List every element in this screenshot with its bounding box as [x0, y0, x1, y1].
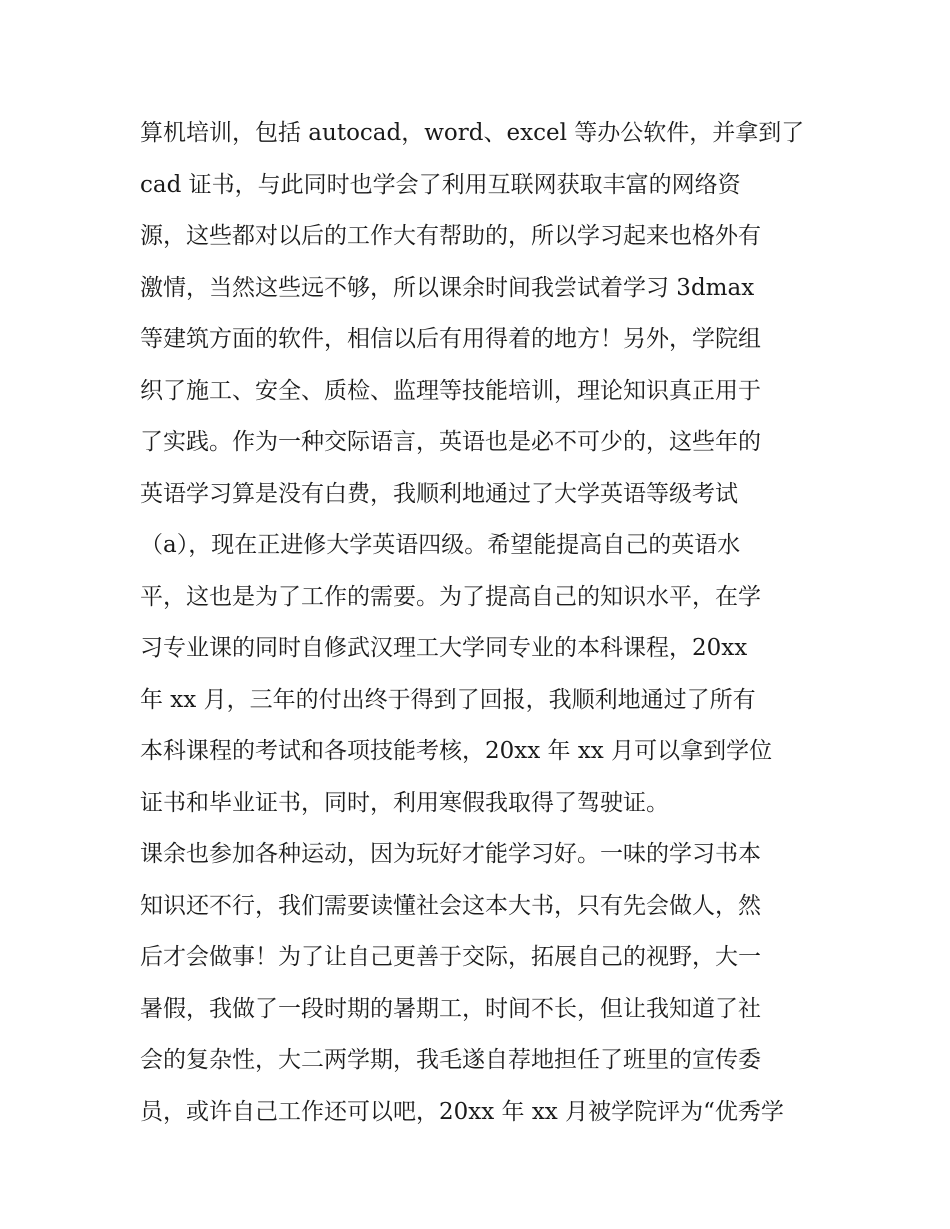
- text-line: cad 证书，与此同时也学会了利用互联网获取丰富的网络资: [140, 171, 741, 198]
- text-line: 激情，当然这些远不够，所以课余时间我尝试着学习 3dmax: [140, 274, 755, 301]
- text-line: 年 xx 月，三年的付出终于得到了回报，我顺利地通过了所有: [140, 686, 756, 713]
- text-line: 会的复杂性，大二两学期，我毛遂自荐地担任了班里的宣传委: [140, 1047, 761, 1073]
- text-line: 证书和毕业证书，同时，利用寒假我取得了驾驶证。: [140, 789, 669, 816]
- text-line: 源，这些都对以后的工作大有帮助的，所以学习起来也格外有: [140, 223, 761, 249]
- text-line: 英语学习算是没有白费，我顺利地通过了大学英语等级考试: [140, 480, 738, 507]
- text-line: 习专业课的同时自修武汉理工大学同专业的本科课程，20xx: [140, 635, 748, 661]
- text-line: 织了施工、安全、质检、监理等技能培训，理论知识真正用于: [140, 377, 761, 404]
- text-line: 了实践。作为一种交际语言，英语也是必不可少的，这些年的: [140, 429, 761, 455]
- text-line: 暑假，我做了一段时期的暑期工，时间不长，但让我知道了社: [140, 995, 761, 1022]
- text-line: 课余也参加各种运动，因为玩好才能学习好。一味的学习书本: [140, 841, 761, 867]
- text-line: 本科课程的考试和各项技能考核，20xx 年 xx 月可以拿到学位: [140, 738, 773, 764]
- text-line: 知识还不行，我们需要读懂社会这本大书，只有先会做人，然: [140, 892, 761, 919]
- text-line: 算机培训，包括 autocad，word、excel 等办公软件，并拿到了: [140, 120, 805, 146]
- text-line: 后才会做事！为了让自己更善于交际，拓展自己的视野，大一: [140, 944, 761, 970]
- text-line: 平，这也是为了工作的需要。为了提高自己的知识水平，在学: [140, 583, 761, 610]
- text-line: 等建筑方面的软件，相信以后有用得着的地方！另外，学院组: [140, 326, 761, 352]
- text-line: （a），现在正进修大学英语四级。希望能提高自己的英语水: [140, 532, 741, 558]
- body-text: [140, 108, 820, 1138]
- text-line: 员，或许自己工作还可以吧，20xx 年 xx 月被学院评为“优秀学: [140, 1098, 784, 1125]
